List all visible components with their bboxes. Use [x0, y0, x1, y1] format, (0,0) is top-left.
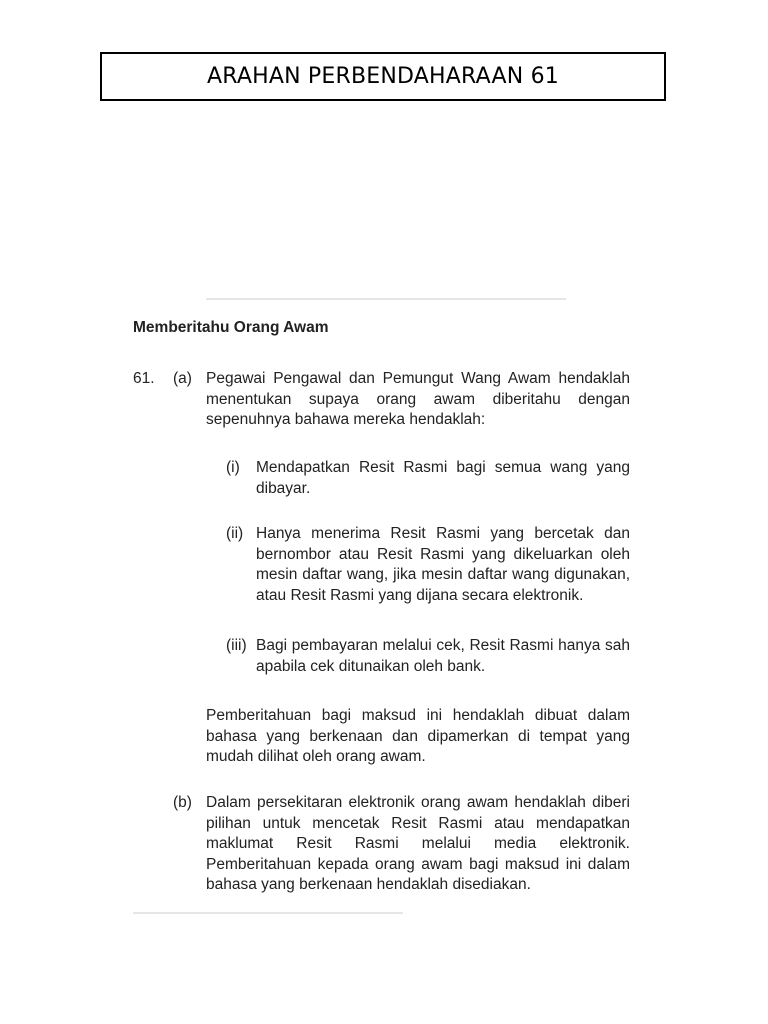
- clause-a-note: Pemberitahuan bagi maksud ini hendaklah dibuat dalam bahasa yang berkenaan dan dipamerkan di tempat yang mudah dilihat oleh orang awam.: [206, 707, 630, 765]
- sub-item-text: Hanya menerima Resit Rasmi yang bercetak dan bernombor atau Resit Rasmi yang dikeluarkan oleh mesin daftar wang, jika mesin daftar wang digunakan, atau Resit Rasmi yang dijana secara elektronik.: [256, 525, 630, 604]
- clause-b-label: (b): [173, 794, 192, 811]
- section-heading: Memberitahu Orang Awam: [133, 319, 329, 336]
- scan-artifact-line: [133, 912, 403, 914]
- sub-item-numeral: (ii): [226, 525, 244, 542]
- clause-b-text: Dalam persekitaran elektronik orang awam hendaklah diberi pilihan untuk mencetak Resit Rasmi atau mendapatkan maklumat Resit Rasmi melalui media elektronik. Pemberitahuan kepada orang awam bagi maksud ini dalam bahasa yang berkenaan hendaklah disediakan.: [206, 794, 630, 893]
- clause-a-label: (a): [173, 370, 192, 387]
- clause-a-text: Pegawai Pengawal dan Pemungut Wang Awam hendaklah menentukan supaya orang awam diberitahu dengan sepenuhnya bahawa mereka hendaklah:: [206, 370, 630, 428]
- sub-item-ii: [226, 524, 630, 606]
- sub-item-numeral: (i): [226, 459, 240, 476]
- sub-item-text: Bagi pembayaran melalui cek, Resit Rasmi hanya sah apabila cek ditunaikan oleh bank.: [256, 637, 630, 675]
- sub-item-iii: [226, 636, 630, 677]
- scan-artifact-line: [206, 298, 566, 300]
- page-title: ARAHAN PERBENDAHARAAN 61: [207, 64, 559, 89]
- section-number: 61.: [133, 370, 155, 387]
- sub-item-i: [226, 458, 630, 499]
- sub-item-text: Mendapatkan Resit Rasmi bagi semua wang yang dibayar.: [256, 459, 630, 497]
- sub-item-numeral: (iii): [226, 637, 247, 654]
